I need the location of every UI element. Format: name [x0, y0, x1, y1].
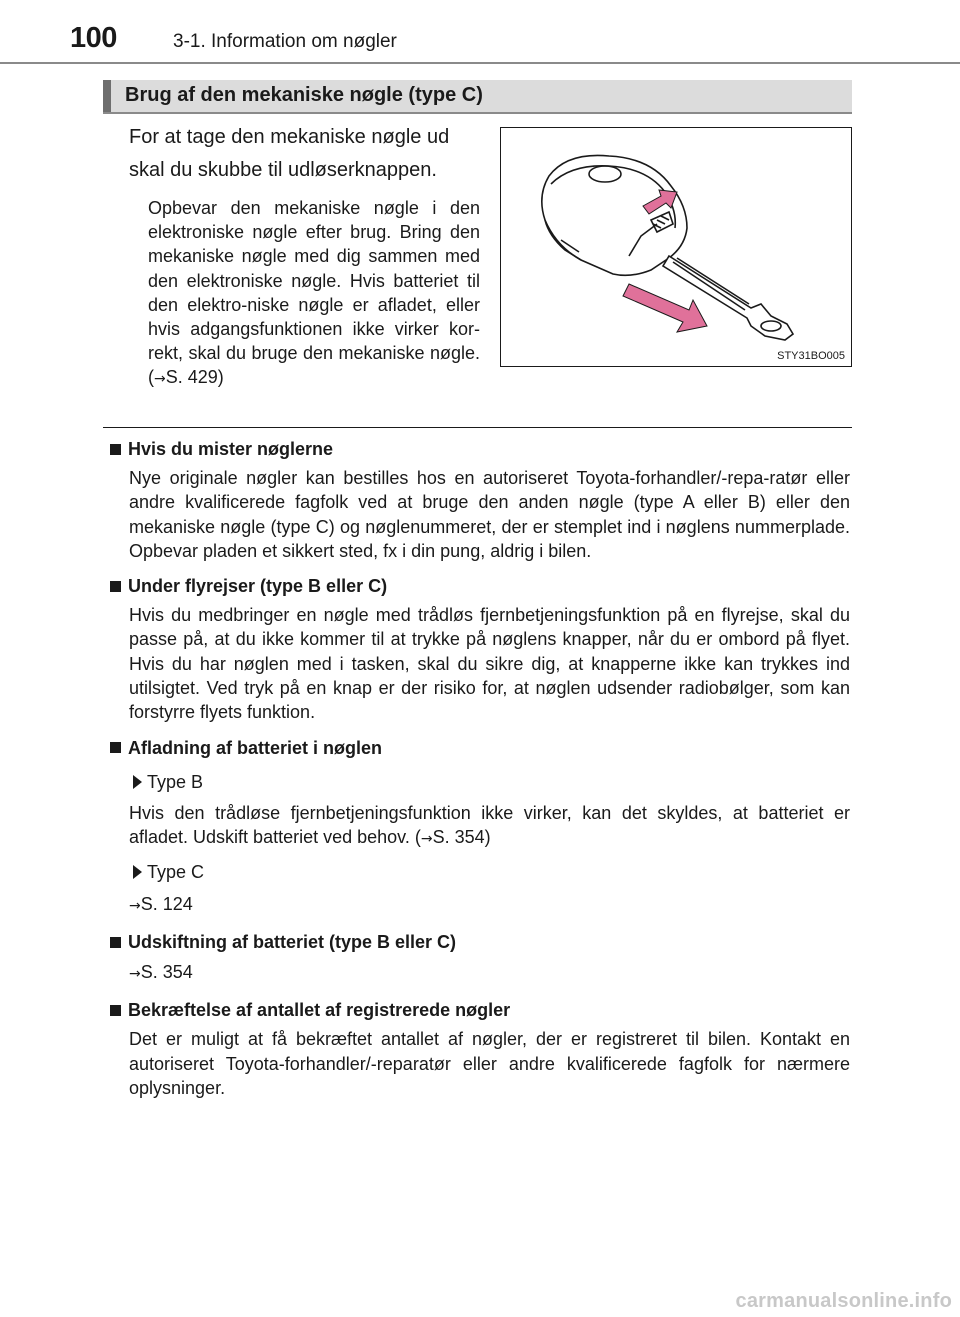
- section-heading: [103, 80, 852, 114]
- info-item-flights: [110, 573, 850, 724]
- subitem-label: Type C: [147, 862, 205, 883]
- item-title: Hvis du mister nøglerne: [128, 439, 334, 459]
- page-header: [0, 0, 960, 64]
- bullet-square-icon: [110, 937, 121, 948]
- page-reference-link[interactable]: S. 354: [140, 962, 193, 983]
- page-reference-link[interactable]: S. 354): [432, 826, 491, 847]
- page-reference-link[interactable]: S. 429): [165, 367, 224, 388]
- subitem-label: Type B: [147, 771, 204, 792]
- bullet-square-icon: [110, 742, 121, 753]
- item-heading: [110, 436, 850, 462]
- figure-id: STY31BO005: [777, 350, 845, 362]
- item-title: Udskiftning af batteriet (type B eller C): [128, 932, 457, 953]
- page-number: 100: [70, 22, 117, 54]
- item-title: Bekræftelse af antallet af registrerede nøgler: [128, 1000, 511, 1021]
- electronic-key-fob: [542, 155, 687, 275]
- lead-instruction: For at tage den mekaniske nøgle ud skal du skubbe til udløserknappen.: [129, 126, 450, 181]
- lead-note: [148, 196, 480, 392]
- item-heading: [110, 997, 850, 1023]
- info-item-key-count: [110, 997, 850, 1100]
- item-heading: [110, 929, 850, 955]
- item-body: Hvis du medbringer en nøgle med trådløs fjernbetjeningsfunktion på en flyrejse, skal du passe på, at du ikke kommer til at trykke på nøglens knapper, når du er ombord på flyet. Hvis du har nøglen med i tasken, skal du sikre dig, at knapperne ikke kan trykkes ind utilsigtet. Ved tryk på en knap er der risiko for, at nøglen udsender radiobølger, som kan forstyrre flyets funktion.: [129, 605, 850, 723]
- arrow-icon: →: [154, 371, 166, 388]
- item-heading: [110, 735, 850, 761]
- bullet-square-icon: [110, 444, 121, 455]
- bullet-square-icon: [110, 581, 121, 592]
- arrow-icon: →: [129, 966, 141, 983]
- chapter-title: 3-1. Information om nøgler: [173, 31, 397, 52]
- bullet-square-icon: [110, 1005, 121, 1016]
- item-title: Under flyrejser (type B eller C): [128, 576, 388, 597]
- mechanical-key-drawing: [501, 128, 851, 366]
- info-items: [110, 436, 850, 1110]
- header-divider: [0, 62, 960, 64]
- subitem-type-c: [129, 859, 850, 885]
- item-body: Det er muligt at få bekræftet antallet af nøgler, der er registreret til bilen. Kontakt en autoriseret Toyota-forhandler/-reparatør eller andre kvalificerede fagfolk for nærmere oplysninger.: [129, 1029, 850, 1098]
- reference-line: [129, 959, 850, 987]
- key-illustration: [500, 127, 852, 367]
- watermark: carmanualsonline.info: [735, 1290, 952, 1312]
- subitem-type-b: [129, 769, 850, 795]
- page-reference-link[interactable]: S. 124: [140, 894, 193, 915]
- item-heading: [110, 573, 850, 599]
- reference-line: [129, 891, 850, 919]
- info-item-battery-replacement: [110, 929, 850, 987]
- arrow-icon: →: [129, 898, 141, 915]
- item-body: [129, 801, 850, 852]
- triangle-bullet-icon: [133, 865, 142, 879]
- info-item-lost-keys: [110, 436, 850, 563]
- section-title: Brug af den mekaniske nøgle (type C): [125, 84, 483, 106]
- section-accent-bar: [103, 80, 111, 112]
- subitem-text: Hvis den trådløse fjernbetjeningsfunktion ikke virker, kan det skyldes, at batteriet er afladet. Udskift batteriet ved behov. (: [129, 802, 850, 847]
- item-title: Afladning af batteriet i nøglen: [128, 737, 383, 758]
- info-item-battery-discharge: [110, 735, 850, 920]
- lead-note-text: Opbevar den mekaniske nøgle i den elektroniske nøgle efter brug. Bring den mekaniske nøgle med dig sammen med den elektroniske nøgle. Hvis batteriet til den elektro-niske nøgle er afladet, eller hvis adgangsfunktionen ikke virker kor-rekt, skal du bruge den mekaniske nøgle. (: [148, 198, 480, 388]
- item-body: Nye originale nøgler kan bestilles hos en autoriseret Toyota-forhandler/-repa-ratør eller andre kvalificerede fagfolk ved at bruge den anden nøgle (type A eller B) eller den mekaniske nøgle (type C) og nøglenummeret, der er stemplet ind i nøglens nummerplade. Opbevar pladen et sikkert sted, fx i din pung, aldrig i bilen.: [129, 468, 850, 561]
- arrow-icon: →: [420, 830, 433, 847]
- triangle-bullet-icon: [133, 775, 142, 789]
- section-divider: [103, 427, 852, 428]
- pull-out-arrow-icon: [623, 284, 707, 332]
